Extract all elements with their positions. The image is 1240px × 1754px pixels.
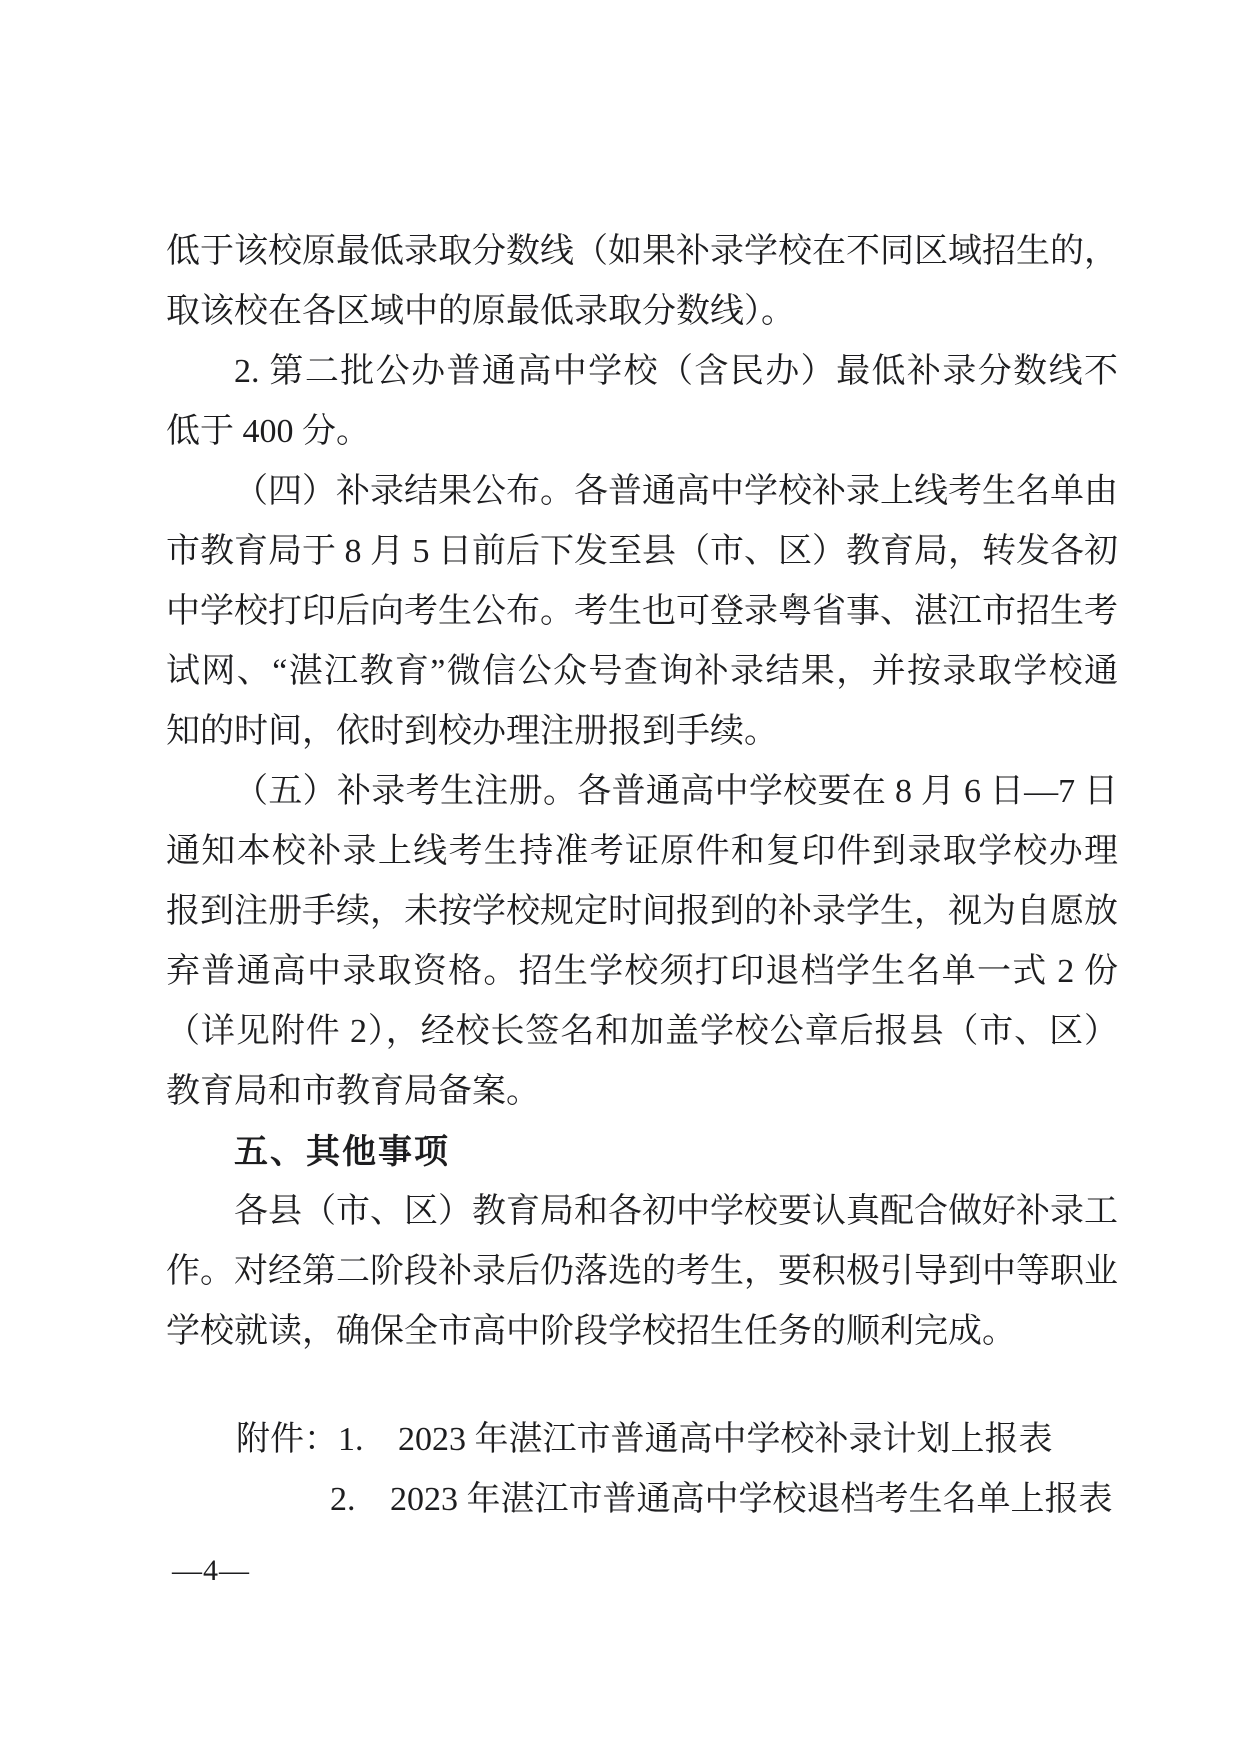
attachment-item (166, 1470, 1118, 1530)
text-line: 市教育局于 8 月 5 日前后下发至县（市、区）教育局，转发各初 (166, 533, 1118, 570)
text-line: 通知本校补录上线考生持准考证原件和复印件到录取学校办理 (166, 833, 1118, 870)
text-line: （四）补录结果公布。各普通高中学校补录上线考生名单由 (234, 473, 1118, 510)
text-line: 学校就读，确保全市高中阶段学校招生任务的顺利完成。 (166, 1313, 1016, 1350)
text-line: 低于 400 分。 (166, 413, 370, 450)
text-line: 低于该校原最低录取分数线（如果补录学校在不同区域招生的， (166, 233, 1118, 270)
text-line: 取该校在各区域中的原最低录取分数线）。 (166, 293, 795, 330)
text-line: 弃普通高中录取资格。招生学校须打印退档学生名单一式 2 份 (166, 953, 1118, 990)
attachment-number: 2. (330, 1481, 356, 1518)
text-line: 教育局和市教育局备案。 (166, 1073, 540, 1110)
text-line: 中学校打印后向考生公布。考生也可登录粤省事、湛江市招生考 (166, 593, 1118, 630)
attachments-label: 附件： (236, 1421, 338, 1458)
attachment-number: 1. (338, 1421, 364, 1458)
attachments-block (166, 1410, 1118, 1530)
attachment-title: 2023 年湛江市普通高中学校补录计划上报表 (398, 1421, 1053, 1458)
text-line: 报到注册手续，未按学校规定时间报到的补录学生，视为自愿放 (166, 893, 1118, 930)
attachment-item (166, 1410, 1118, 1470)
attachment-title: 2023 年湛江市普通高中学校退档考生名单上报表 (390, 1481, 1113, 1518)
document-page (166, 222, 1118, 1530)
section-heading: 五、其他事项 (234, 1133, 450, 1171)
text-line: （详见附件 2），经校长签名和加盖学校公章后报县（市、区） (166, 1013, 1118, 1050)
text-line: 知的时间，依时到校办理注册报到手续。 (166, 713, 778, 750)
text-line: 试网、“湛江教育”微信公众号查询补录结果，并按录取学校通 (166, 653, 1118, 690)
text-line: 2. 第二批公办普通高中学校（含民办）最低补录分数线不 (234, 353, 1118, 390)
text-line: （五）补录考生注册。各普通高中学校要在 8 月 6 日—7 日 (234, 773, 1118, 810)
page-number: —4— (172, 1554, 250, 1587)
text-line: 各县（市、区）教育局和各初中学校要认真配合做好补录工 (234, 1193, 1118, 1230)
text-line: 作。对经第二阶段补录后仍落选的考生，要积极引导到中等职业 (166, 1253, 1118, 1290)
